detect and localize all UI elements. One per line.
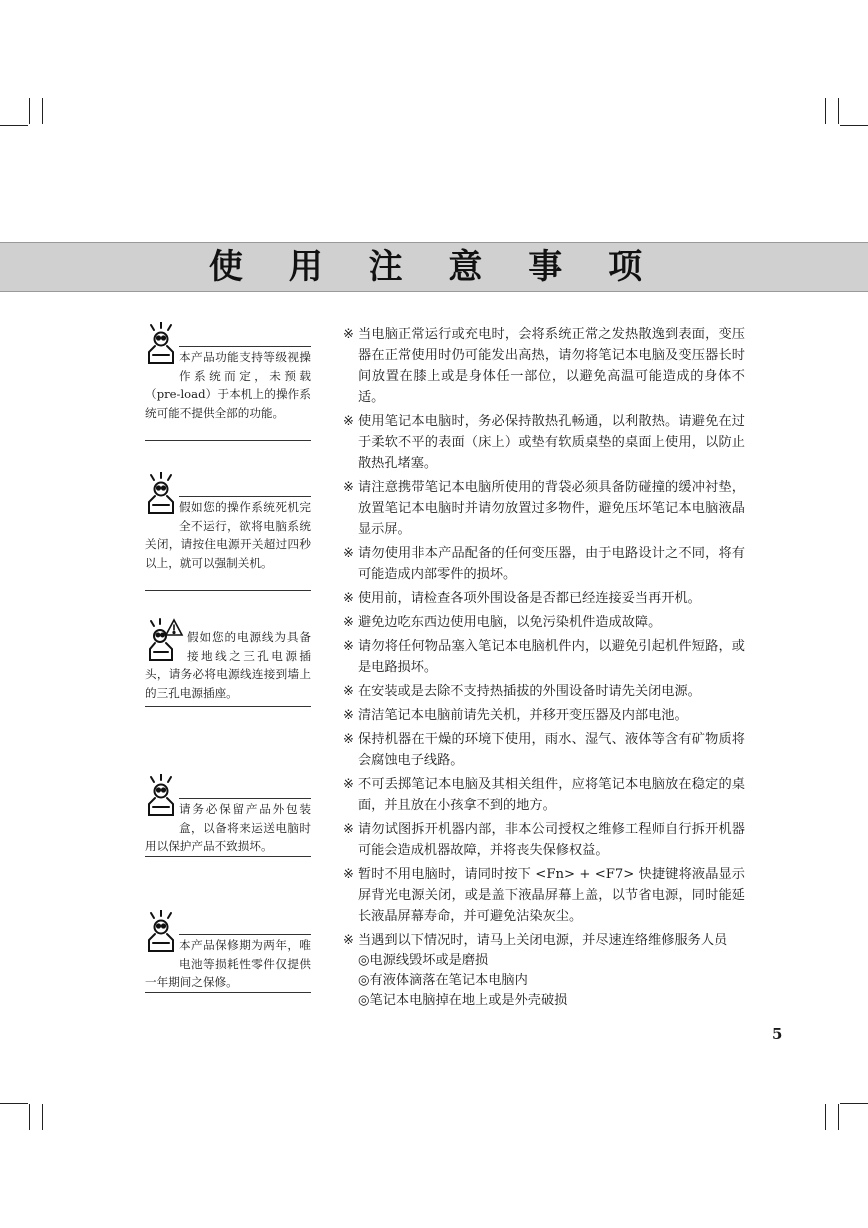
- bullet-mark: ※: [343, 546, 355, 561]
- title-band: [0, 242, 868, 292]
- crop-mark: [840, 1103, 868, 1104]
- bullet-mark: ※: [343, 867, 355, 882]
- sidebar-note-text: 本产品保修期为两年，唯电池等损耗性零件仅提供一年期间之保修。: [145, 938, 311, 989]
- list-item: [343, 636, 745, 678]
- list-item-text: 请勿使用非本产品配备的任何变压器，由于电路设计之不同，将有可能造成内部零件的损坏。: [358, 546, 745, 582]
- list-item-text: 使用前，请检查各项外围设备是否都已经连接妥当再开机。: [358, 591, 701, 606]
- bullet-mark: ※: [343, 327, 355, 342]
- list-item: [343, 819, 745, 861]
- sidebar-note: [145, 910, 311, 992]
- crop-mark: [0, 125, 28, 126]
- list-item: [343, 324, 745, 408]
- sidebar-note: [145, 774, 311, 856]
- list-item-text: 当遇到以下情况时，请马上关闭电源，并尽速连络维修服务人员: [358, 933, 728, 948]
- crop-mark: [838, 98, 839, 124]
- sidebar-note: [145, 322, 311, 422]
- sidebar-note: [145, 618, 311, 702]
- precautions-list: [343, 324, 745, 1011]
- list-item: [343, 588, 745, 609]
- list-item: [343, 930, 745, 951]
- list-item-text: 保持机器在干燥的环境下使用，雨水、湿气、液体等含有矿物质将会腐蚀电子线路。: [358, 732, 745, 768]
- list-item-text: 使用笔记本电脑时，务必保持散热孔畅通，以利散热。请避免在过于柔软不平的表面（床上）或垫有软质桌垫的桌面上使用，以防止散热孔堵塞。: [358, 414, 745, 471]
- bullet-mark: ※: [343, 777, 355, 792]
- crop-mark: [42, 1104, 43, 1130]
- sub-list-item: ◎电源线毁坏或是磨损: [358, 953, 489, 968]
- bullet-mark: ※: [343, 684, 355, 699]
- list-item-text: 请注意携带笔记本电脑所使用的背袋必须具备防碰撞的缓冲衬垫，放置笔记本电脑时并请勿放置过多物件，避免压坏笔记本电脑液晶显示屏。: [358, 480, 745, 537]
- list-item: [343, 411, 745, 474]
- crop-mark: [840, 125, 868, 126]
- list-item: [343, 705, 745, 726]
- list-item-text: 不可丢掷笔记本电脑及其相关组件，应将笔记本电脑放在稳定的桌面，并且放在小孩拿不到的地方。: [358, 777, 745, 813]
- bullet-mark: ※: [343, 591, 355, 606]
- list-item-text: 避免边吃东西边使用电脑，以免污染机件造成故障。: [358, 615, 662, 630]
- bullet-mark: ※: [343, 708, 355, 723]
- bullet-mark: ※: [343, 480, 355, 495]
- list-item: [343, 729, 745, 771]
- list-item: [343, 612, 745, 633]
- sidebar-note-text: 假如您的电源线为具备接地线之三孔电源插头，请务必将电源线连接到墙上的三孔电源插座。: [145, 630, 311, 700]
- sidebar-note-text: 本产品功能支持等级视操作系统而定，未预载（pre-load）于本机上的操作系统可能不提供全部的功能。: [145, 350, 311, 420]
- list-item: [343, 774, 745, 816]
- crop-mark: [29, 98, 30, 124]
- sub-list-item: ◎笔记本电脑掉在地上或是外壳破损: [358, 993, 568, 1008]
- bullet-mark: ※: [343, 615, 355, 630]
- list-item: [343, 543, 745, 585]
- bullet-mark: ※: [343, 933, 355, 948]
- list-item-text: 当电脑正常运行或充电时，会将系统正常之发热散逸到表面，变压器在正常使用时仍可能发出高热，请勿将笔记本电脑及变压器长时间放置在膝上或是身体任一部位，以避免高温可能造成的身体不适。: [358, 327, 745, 405]
- crop-mark: [29, 1104, 30, 1130]
- crop-mark: [838, 1104, 839, 1130]
- sidebar-note: [145, 472, 311, 572]
- list-item-text: 请勿试图拆开机器内部，非本公司授权之维修工程师自行拆开机器可能会造成机器故障，并将丧失保修权益。: [358, 822, 745, 858]
- crop-mark: [42, 98, 43, 124]
- bullet-mark: ※: [343, 822, 355, 837]
- bullet-mark: ※: [343, 414, 355, 429]
- list-item: [343, 864, 745, 927]
- sidebar-note-text: 假如您的操作系统死机完全不运行，欲将电脑系统关闭，请按住电源开关超过四秒以上，就可以强制关机。: [145, 500, 311, 570]
- sub-list-item: ◎有液体滴落在笔记本电脑内: [358, 973, 528, 988]
- list-item: [343, 477, 745, 540]
- bullet-mark: ※: [343, 732, 355, 747]
- page-title: 使 用 注 意 事 项: [208, 247, 660, 287]
- list-item: [343, 681, 745, 702]
- crop-mark: [825, 1104, 826, 1130]
- list-item-text: 请勿将任何物品塞入笔记本电脑机件内，以避免引起机件短路，或是电路损坏。: [358, 639, 745, 675]
- crop-mark: [0, 1103, 28, 1104]
- sidebar-note-text: 请务必保留产品外包装盒，以备将来运送电脑时用以保护产品不致损坏。: [145, 802, 311, 853]
- bullet-mark: ※: [343, 639, 355, 654]
- list-item-text: 清洁笔记本电脑前请先关机，并移开变压器及内部电池。: [358, 708, 688, 723]
- crop-mark: [825, 98, 826, 124]
- list-item-text: 在安装或是去除不支持热插拔的外围设备时请先关闭电源。: [358, 684, 701, 699]
- list-item-text: 暂时不用电脑时，请同时按下 <Fn> + <F7> 快捷键将液晶显示屏背光电源关闭，或是盖下液晶屏幕上盖，以节省电源，同时能延长液晶屏幕寿命，并可避免沾染灰尘。: [358, 867, 745, 924]
- page-number: 5: [772, 1025, 783, 1043]
